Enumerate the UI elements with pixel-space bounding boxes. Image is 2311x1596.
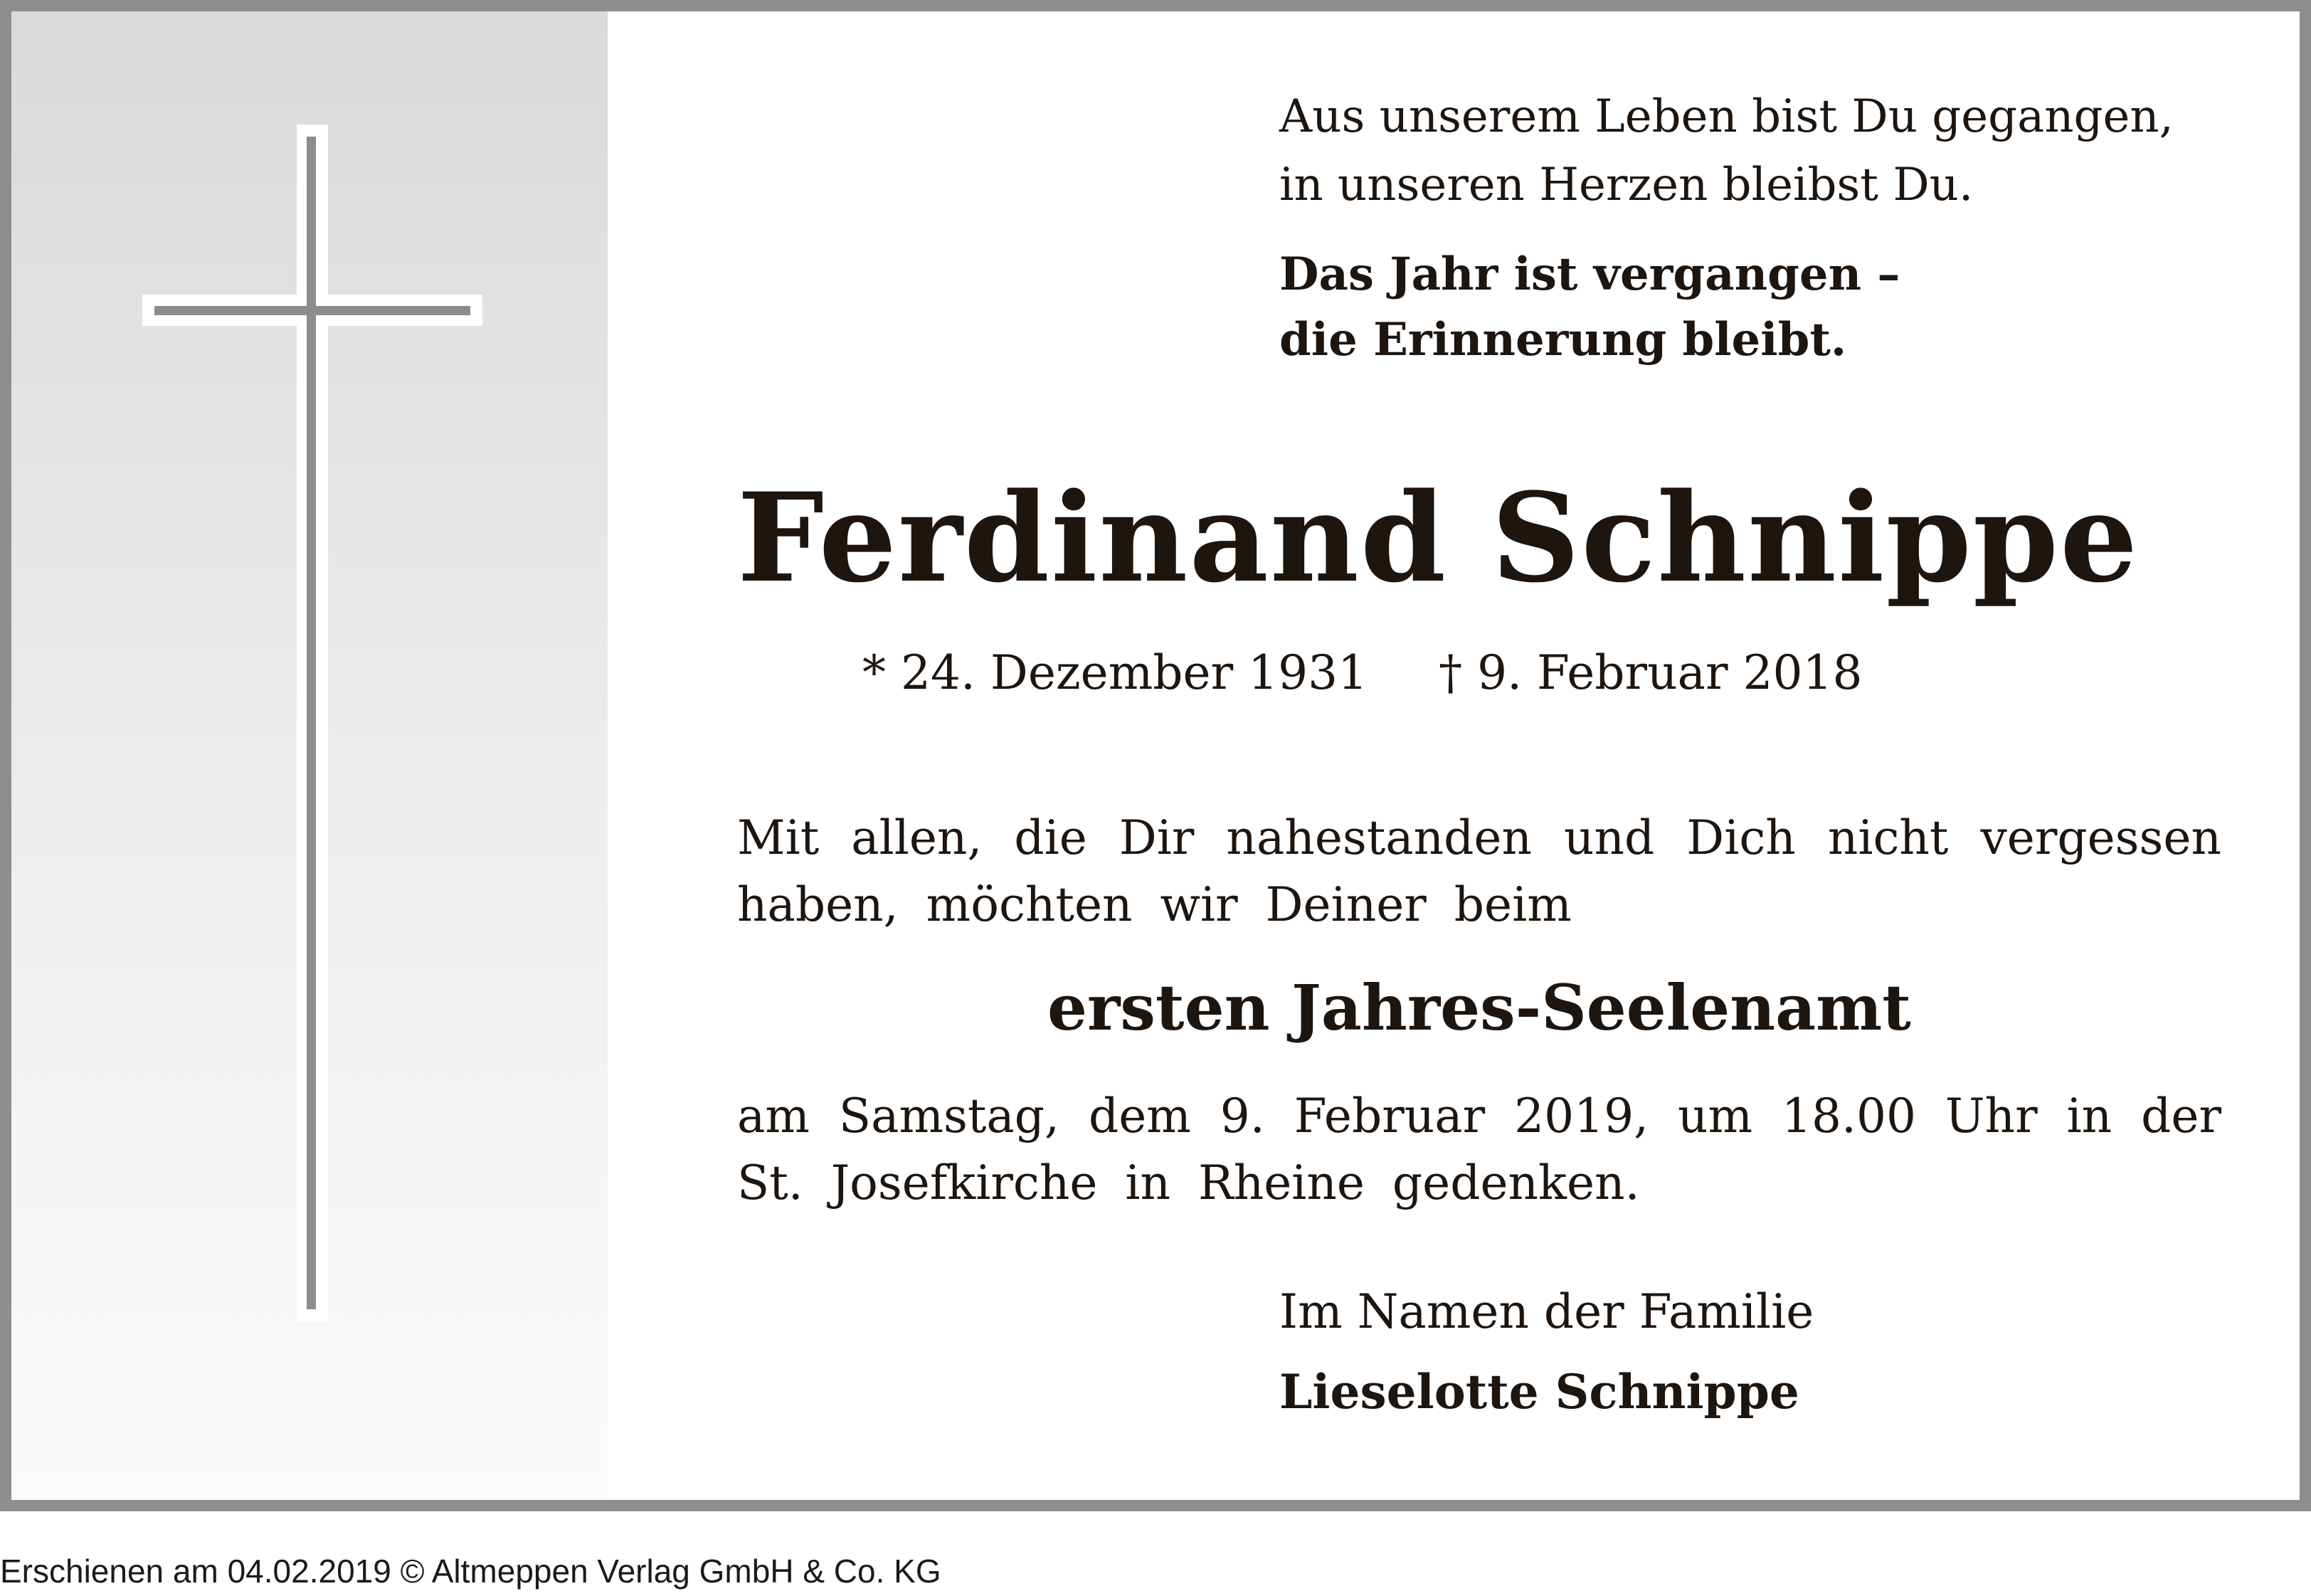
closing-line: Im Namen der Familie (1279, 1284, 1814, 1339)
event-title: ersten Jahres-Seelenamt (1047, 971, 1911, 1045)
motto-bold (1279, 242, 1900, 373)
cross-icon (11, 11, 608, 1500)
publication-footer: Erschienen am 04.02.2019 © Altmeppen Verlag GmbH & Co. KG (0, 1553, 941, 1590)
motto-line-2: in unseren Herzen bleibst Du. (1279, 159, 1974, 211)
motto-bold-line-1: Das Jahr ist vergangen – (1279, 248, 1900, 301)
signer-name: Lieselotte Schnippe (1279, 1364, 1799, 1420)
side-panel (11, 11, 608, 1500)
motto-line-1: Aus unserem Leben bist Du gegangen, (1279, 90, 2174, 143)
life-dates (862, 641, 1862, 705)
birth-date: * 24. Dezember 1931 (862, 645, 1368, 700)
death-date: † 9. Februar 2018 (1439, 645, 1863, 700)
deceased-name: Ferdinand Schnippe (737, 465, 2140, 610)
invitation-text: Mit allen, die Dir nahestanden und Dich nicht vergessen haben, möchten wir Deiner beim (737, 810, 2221, 932)
event-details: am Samstag, dem 9. Februar 2019, um 18.00 Uhr in der St. Josefkirche in Rheine gedenken. (737, 1089, 2221, 1210)
motto-bold-line-2: die Erinnerung bleibt. (1279, 313, 1847, 366)
motto (1279, 83, 2174, 219)
